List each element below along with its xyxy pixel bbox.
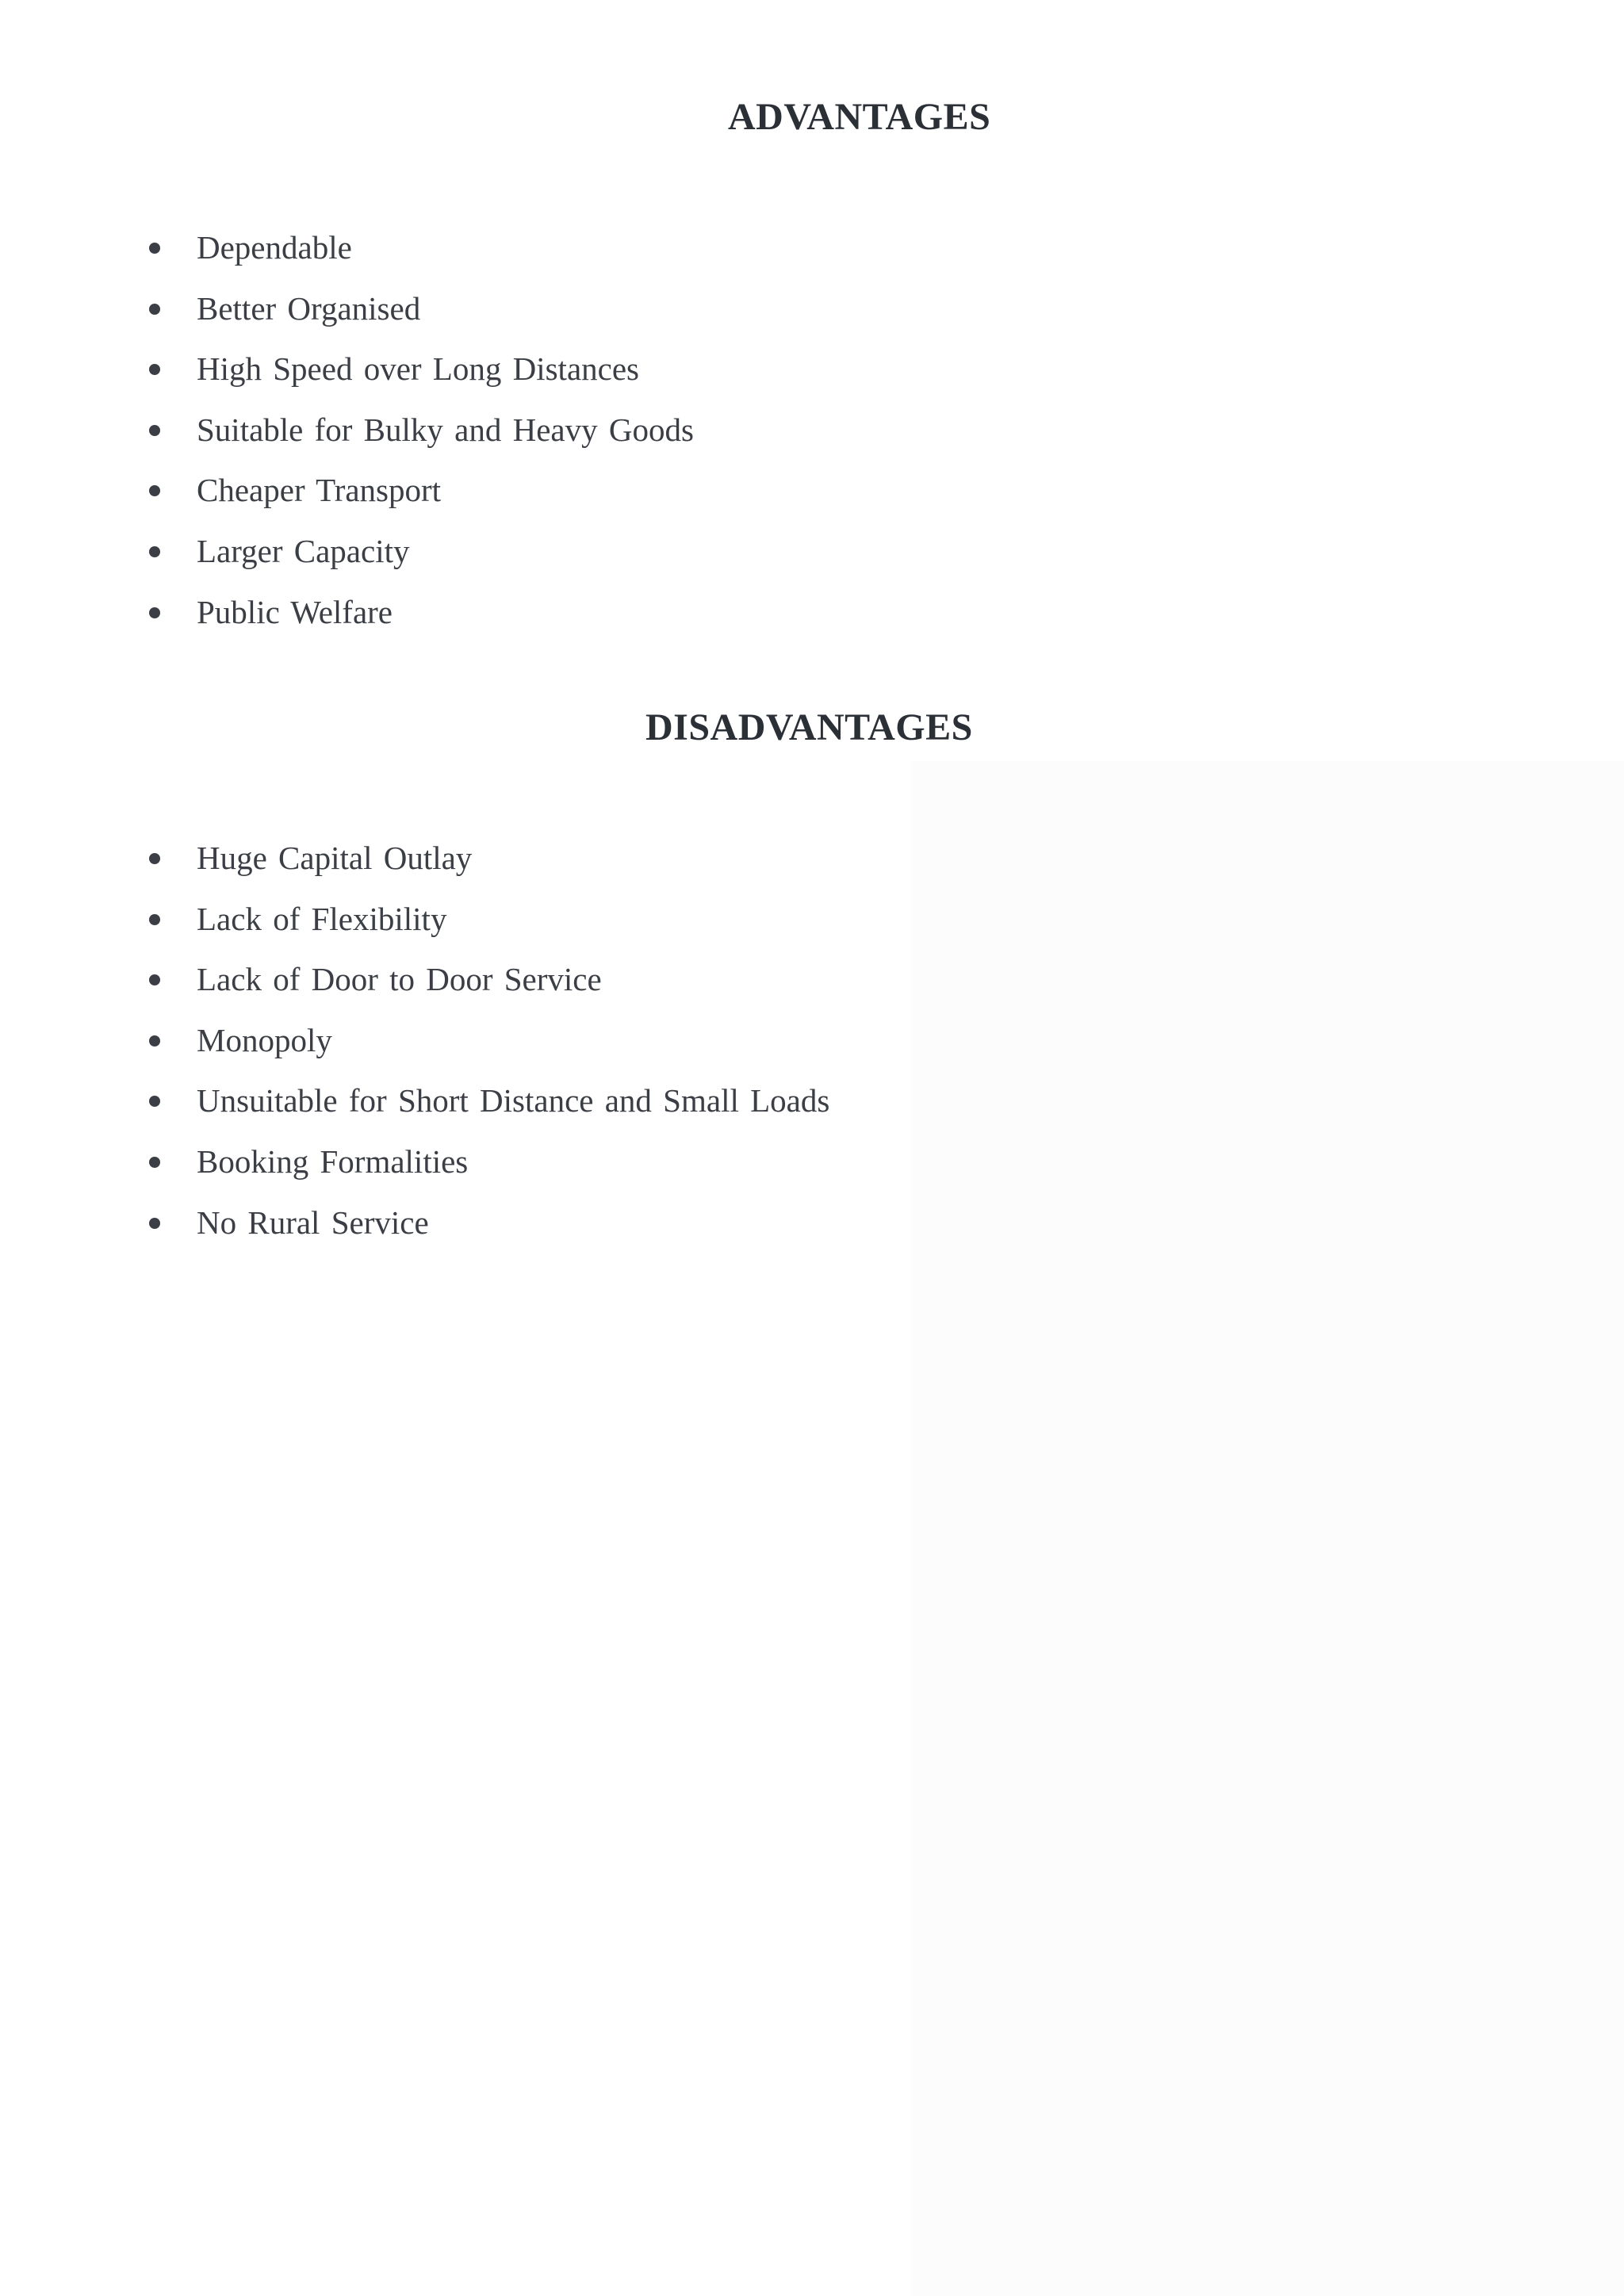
bullet-icon	[149, 546, 160, 557]
advantage-item-text: Better Organised	[197, 289, 421, 327]
bullet-icon	[149, 364, 160, 375]
page-shading	[912, 761, 1624, 2296]
disadvantages-heading: DISADVANTAGES	[645, 706, 973, 748]
disadvantage-item-text: Lack of Door to Door Service	[197, 961, 602, 998]
disadvantage-item-text: Huge Capital Outlay	[197, 840, 473, 876]
disadvantage-item-text: Unsuitable for Short Distance and Small Loads	[197, 1082, 830, 1119]
disadvantage-item-text: Booking Formalities	[197, 1142, 469, 1180]
disadvantage-item-text: Lack of Flexibility	[197, 900, 447, 937]
advantage-item-text: Public Welfare	[197, 593, 393, 630]
bullet-icon	[149, 425, 160, 436]
advantage-item-text: High Speed over Long Distances	[197, 350, 639, 388]
bullet-icon	[149, 1035, 160, 1047]
bullet-icon	[149, 1096, 160, 1107]
bullet-icon	[149, 974, 160, 985]
advantage-item-text: Cheaper Transport	[197, 472, 442, 509]
bullet-icon	[149, 607, 160, 618]
bullet-icon	[149, 853, 160, 864]
bullet-icon	[149, 485, 160, 496]
bullet-icon	[149, 1218, 160, 1229]
bullet-icon	[149, 243, 160, 254]
advantages-heading: ADVANTAGES	[728, 96, 991, 138]
disadvantage-item-text: Monopoly	[197, 1021, 332, 1058]
advantage-item-text: Larger Capacity	[197, 532, 410, 569]
advantage-item-text: Dependable	[197, 229, 352, 266]
bullet-icon	[149, 1157, 160, 1168]
bullet-icon	[149, 914, 160, 925]
advantage-item-text: Suitable for Bulky and Heavy Goods	[197, 411, 694, 448]
disadvantage-item-text: No Rural Service	[197, 1203, 429, 1241]
bullet-icon	[149, 304, 160, 315]
